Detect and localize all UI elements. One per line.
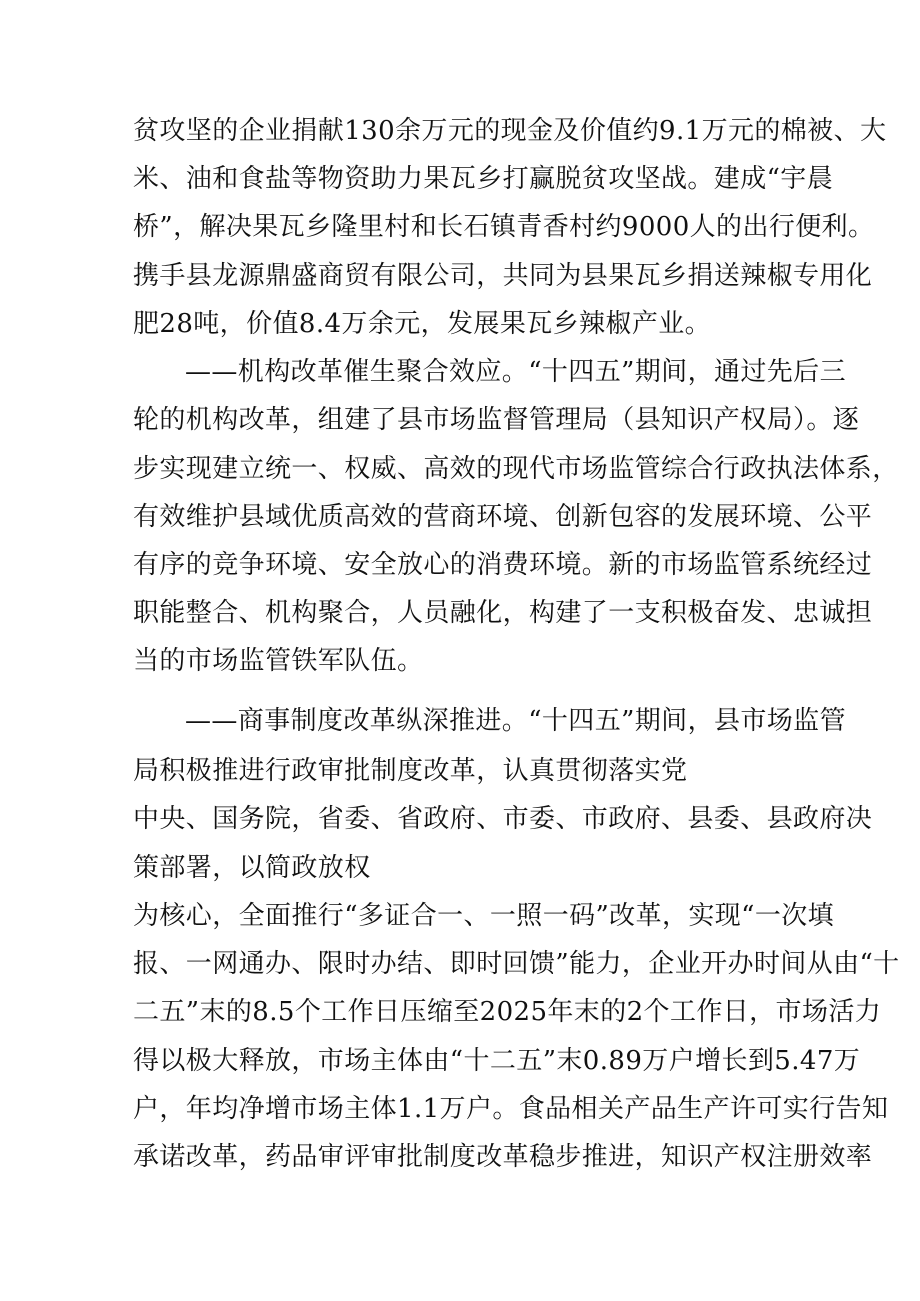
text-line: 肥28吨，价值8.4万余元，发展果瓦乡辣椒产业。	[133, 309, 712, 339]
text-line: 职能整合、机构聚合，人员融化，构建了一支积极奋发、忠诚担	[133, 598, 873, 628]
text-line: 桥”，解决果瓦乡隆里村和长石镇青香村约9000人的出行便利。	[133, 212, 875, 242]
text-line: 承诺改革，药品审评审批制度改革稳步推进，知识产权注册效率	[133, 1142, 873, 1172]
text-line: 轮的机构改革，组建了县市场监督管理局（县知识产权局）。逐	[133, 405, 860, 435]
text-line: 贫攻坚的企业捐献130余万元的现金及价值约9.1万元的棉被、大	[133, 116, 887, 146]
text-line: 中央、国务院，省委、省政府、市委、市政府、县委、县政府决	[133, 804, 873, 834]
text-line: 有序的竞争环境、安全放心的消费环境。新的市场监管系统经过	[133, 550, 873, 580]
text-line: 有效维护县域优质高效的营商环境、创新包容的发展环境、公平	[133, 502, 873, 532]
paragraph-heading-line: ——商事制度改革纵深推进。“十四五”期间，县市场监管	[185, 706, 846, 736]
text-line: 策部署，以简政放权	[133, 853, 371, 883]
paragraph-heading-line: ——机构改革催生聚合效应。“十四五”期间，通过先后三	[185, 357, 846, 387]
text-line: 户，年均净增市场主体1.1万户。食品相关产品生产许可实行告知	[133, 1094, 889, 1124]
text-line: 携手县龙源鼎盛商贸有限公司，共同为县果瓦乡捐送辣椒专用化	[133, 261, 873, 291]
text-line: 为核心，全面推行“多证合一、一照一码”改革，实现“一次填	[133, 901, 835, 931]
text-line: 报、一网通办、限时办结、即时回馈”能力，企业开办时间从由“十	[133, 949, 900, 979]
text-line: 局积极推进行政审批制度改革，认真贯彻落实党	[133, 756, 688, 786]
text-line: 米、油和食盐等物资助力果瓦乡打赢脱贫攻坚战。建成“宇晨	[133, 164, 834, 194]
text-line: 得以极大释放，市场主体由“十二五”末0.89万户增长到5.47万	[133, 1046, 861, 1076]
text-line: 步实现建立统一、权威、高效的现代市场监管综合行政执法体系，	[133, 454, 899, 484]
text-line: 二五”末的8.5个工作日压缩至2025年末的2个工作日，市场活力	[133, 997, 882, 1027]
text-line: 当的市场监管铁军队伍。	[133, 646, 424, 676]
